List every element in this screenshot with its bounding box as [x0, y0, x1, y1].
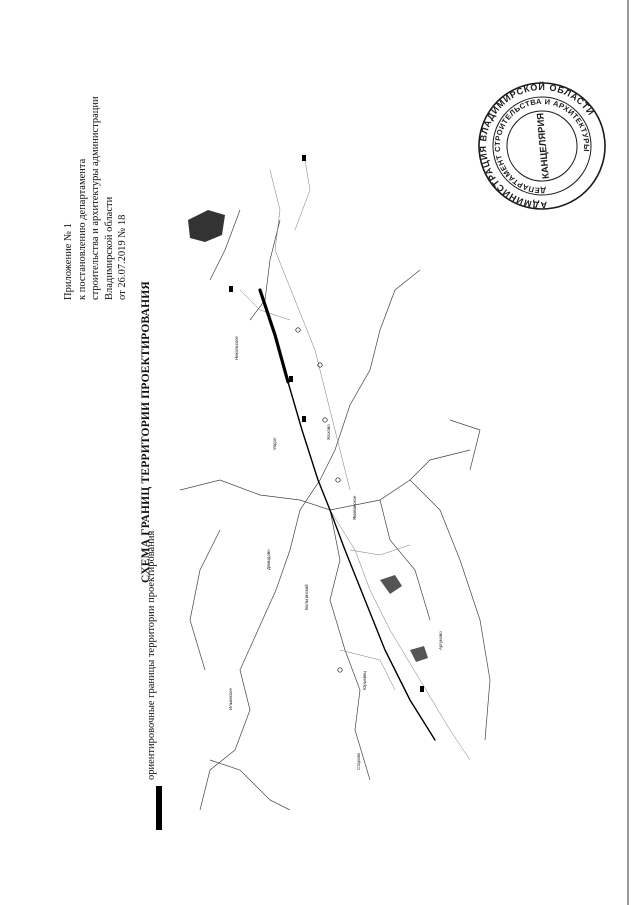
place-label: Старово [356, 752, 361, 770]
district-boundaries [180, 210, 490, 810]
project-route [260, 290, 435, 740]
place-label: Аргуново [438, 631, 443, 650]
town-area [188, 210, 225, 242]
legend-label: ориентировочные границы территории проектирования [146, 530, 157, 780]
place-label: Ильинское [228, 688, 233, 710]
route-map [180, 150, 510, 810]
stamp-inner-text: ДЕПАРТАМЕНТ СТРОИТЕЛЬСТВА И АРХИТЕКТУРЫ [492, 96, 592, 196]
appendix-line-5: от 26.07.2019 № 18 [117, 214, 129, 300]
map-title: СХЕМА ГРАНИЦ ТЕРРИТОРИИ ПРОЕКТИРОВАНИЯ [140, 281, 152, 583]
place-label: Юрьевец [362, 671, 367, 690]
place-label: Вольгинский [304, 584, 309, 610]
appendix-line-2: к постановлению департамента [76, 158, 88, 300]
place-label: Ундол [272, 437, 277, 450]
settlement-area-2 [410, 646, 428, 662]
place-label: Никольское [234, 336, 239, 360]
appendix-line-3: строительства и архитектуры администрации [90, 96, 102, 300]
appendix-line-1: Приложение № 1 [63, 223, 74, 300]
route-markers [229, 155, 424, 692]
place-label: Жохово [326, 424, 331, 440]
stamp-outer-text: АДМИНИСТРАЦИЯ ВЛАДИМИРСКОЙ ОБЛАСТИ [477, 81, 597, 211]
stations [296, 328, 342, 672]
appendix-block [62, 40, 130, 300]
settlement-area [380, 575, 402, 594]
official-stamp [476, 80, 608, 212]
place-label: Демидово [266, 549, 271, 570]
minor-roads [240, 160, 470, 760]
place-labels [228, 336, 443, 770]
appendix-line-4: Владимирской области [103, 196, 115, 300]
scan-edge-line [627, 0, 629, 905]
place-label: Якиманское [352, 495, 357, 520]
stamp-center-text: КАНЦЕЛЯРИЯ [535, 112, 552, 180]
legend-swatch [156, 786, 162, 830]
